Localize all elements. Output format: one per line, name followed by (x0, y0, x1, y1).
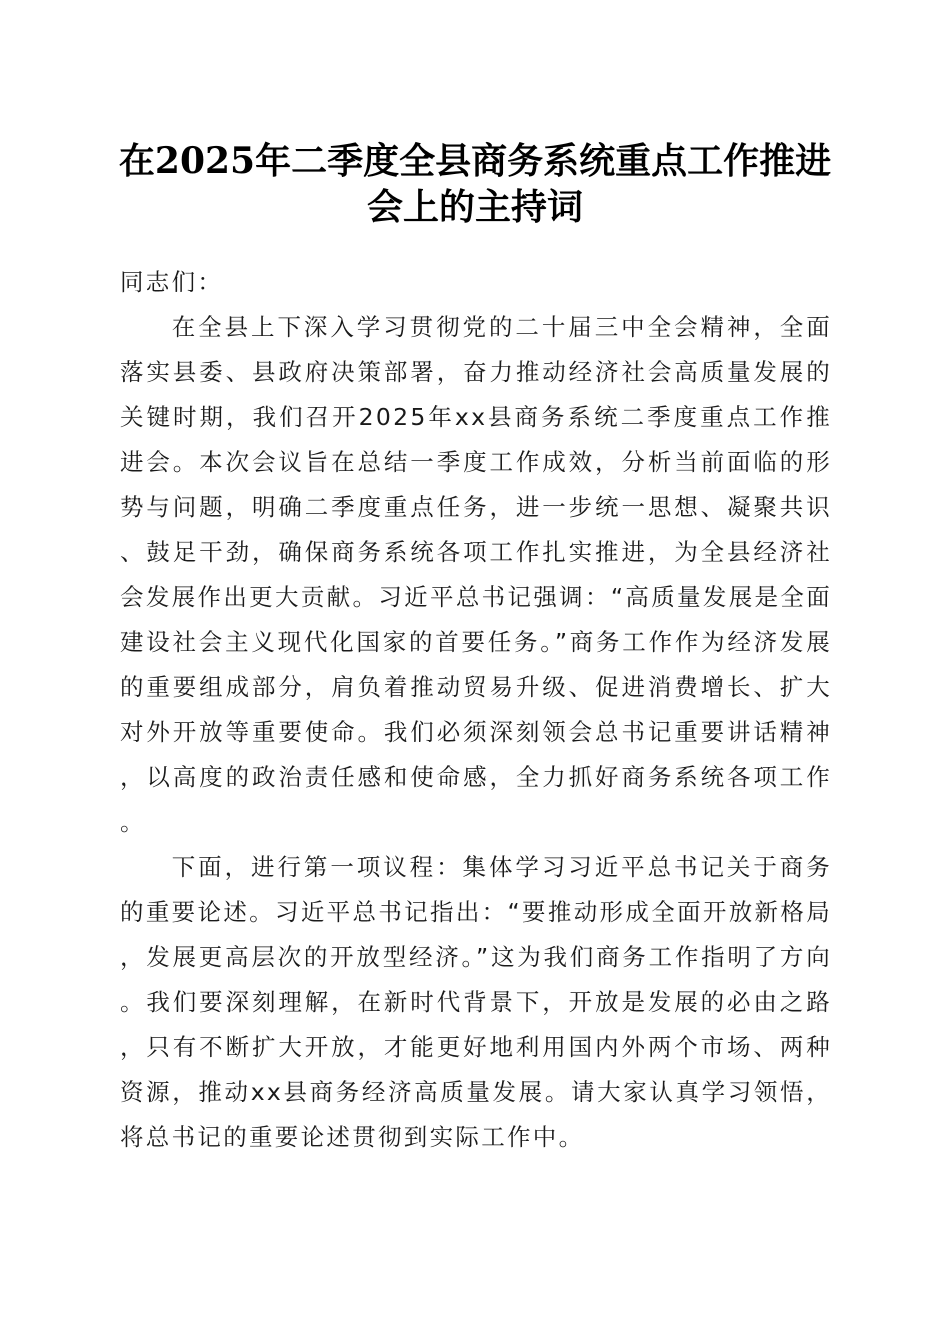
document-title (100, 138, 850, 230)
title-line-1: 在2025年二季度全县商务系统重点工作推进 (118, 140, 832, 182)
paragraph-1: 在全县上下深入学习贯彻党的二十届三中全会精神，全面落实县委、县政府决策部署，奋力推动经济社会高质量发展的关键时期，我们召开2025年xx县商务系统二季度重点工作推进会。本次会议旨在总结一季度工作成效，分析当前面临的形势与问题，明确二季度重点任务，进一步统一思想、凝聚共识、鼓足干劲，确保商务系统各项工作扎实推进，为全县经济社会发展作出更大贡献。习近平总书记强调：“高质量发展是全面建设社会主义现代化国家的首要任务。”商务工作作为经济发展的重要组成部分，肩负着推动贸易升级、促进消费增长、扩大对外开放等重要使命。我们必须深刻领会总书记重要讲话精神，以高度的政治责任感和使命感，全力抓好商务系统各项工作。 (120, 313, 832, 836)
paragraph-2: 下面，进行第一项议程：集体学习习近平总书记关于商务的重要论述。习近平总书记指出：“要推动形成全面开放新格局，发展更高层次的开放型经济。”这为我们商务工作指明了方向。我们要深刻理解，在新时代背景下，开放是发展的必由之路，只有不断扩大开放，才能更好地利用国内外两个市场、两种资源，推动xx县商务经济高质量发展。请大家认真学习领悟，将总书记的重要论述贯彻到实际工作中。 (120, 853, 832, 1151)
greeting: 同志们： (120, 268, 224, 296)
document-body (120, 260, 832, 1160)
title-line-2: 会上的主持词 (366, 186, 583, 228)
